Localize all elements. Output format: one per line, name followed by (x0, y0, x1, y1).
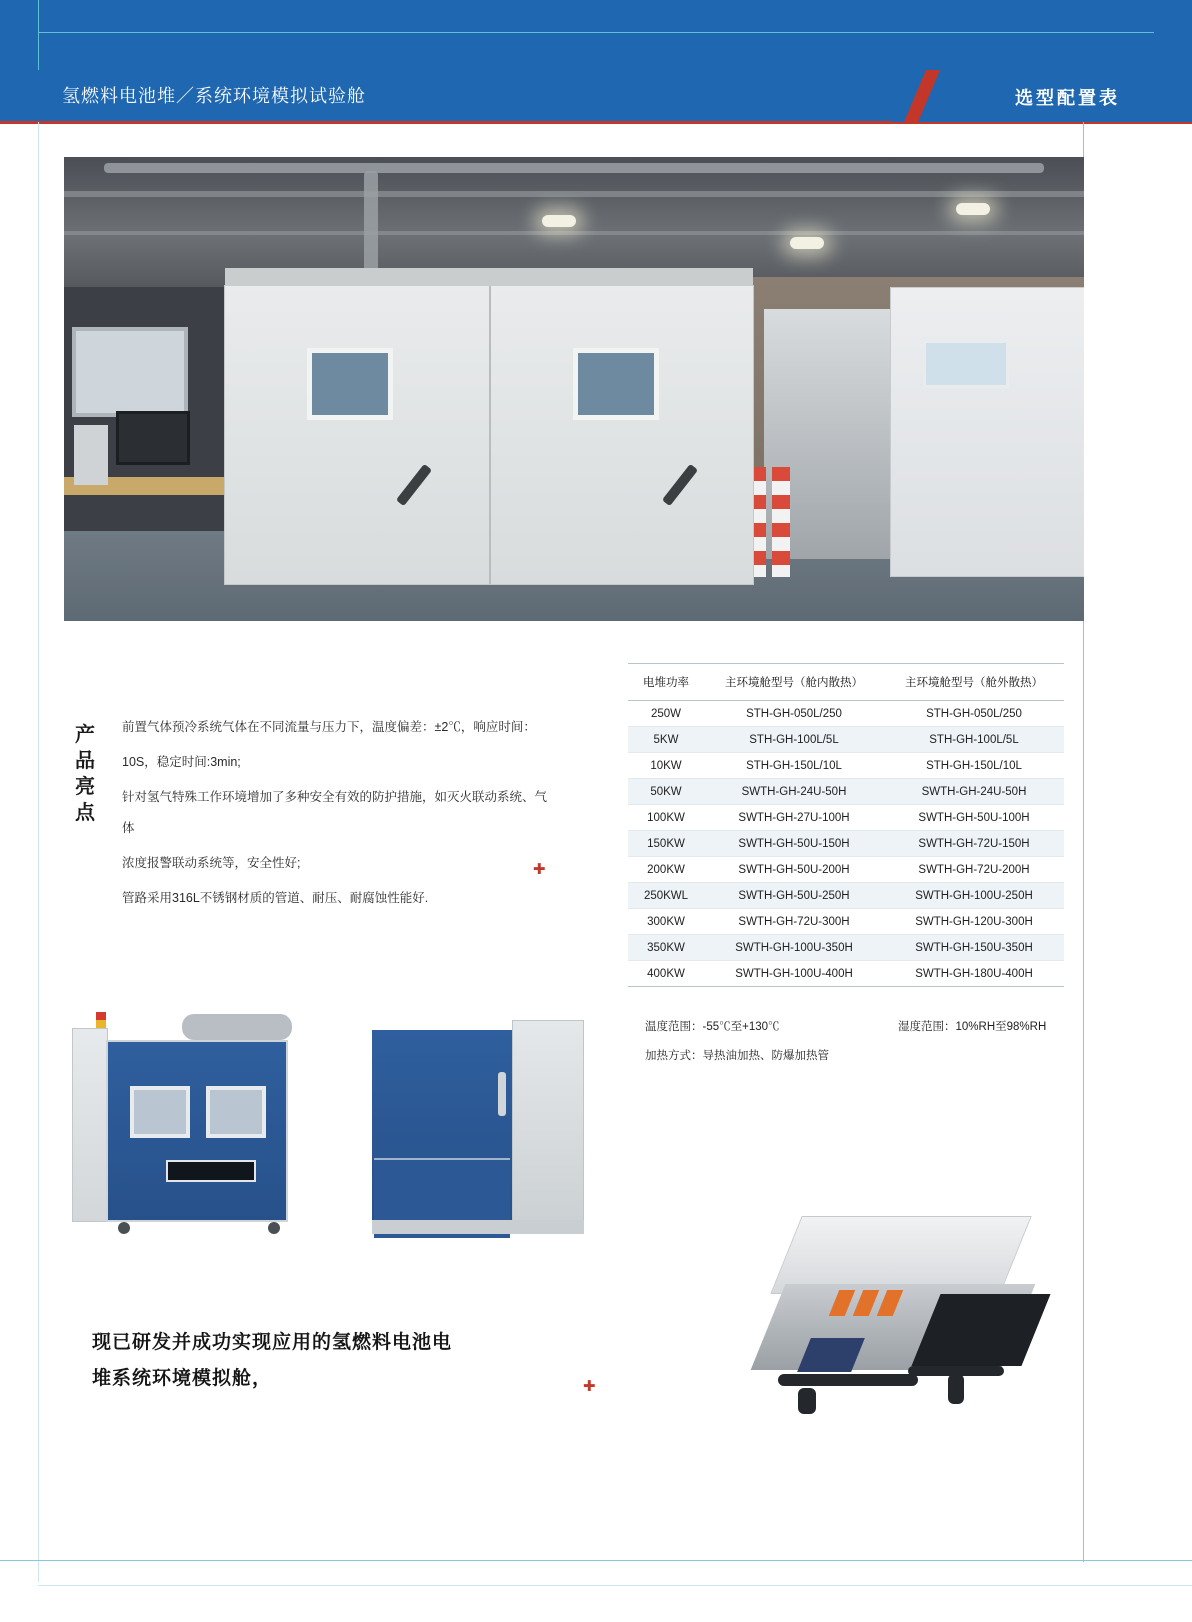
product-photo-fuel-cell-stack (738, 1198, 1068, 1438)
photo-chamber-window (573, 348, 659, 420)
photo-display-panel (166, 1160, 256, 1182)
cell-power: 400KW (628, 961, 704, 987)
table-header-row (628, 664, 1064, 701)
hero-photo-test-chamber (64, 157, 1084, 621)
photo-window (72, 327, 188, 417)
photo-main-chamber (224, 285, 754, 585)
table-header-cell: 主环境舱型号（舱外散热） (884, 664, 1064, 701)
cell-model-internal: SWTH-GH-24U-50H (704, 779, 884, 805)
cell-power: 150KW (628, 831, 704, 857)
photo-ceiling-lamp (542, 215, 576, 227)
table-row (628, 935, 1064, 961)
photo-ceiling-beam (64, 191, 1084, 197)
model-selection-table (628, 663, 1064, 987)
cell-model-external: SWTH-GH-50U-100H (884, 805, 1064, 831)
cell-model-internal: STH-GH-100L/5L (704, 727, 884, 753)
cell-power: 350KW (628, 935, 704, 961)
highlights-vertical-label: 产 品 亮 点 (75, 724, 95, 824)
photo-chamber-body (106, 1040, 288, 1222)
bottom-caption (92, 1325, 632, 1397)
cell-model-external: SWTH-GH-180U-400H (884, 961, 1064, 987)
table-row (628, 831, 1064, 857)
cell-model-internal: SWTH-GH-50U-150H (704, 831, 884, 857)
left-vertical-rule (38, 122, 39, 1582)
table-row (628, 961, 1064, 987)
photo-pipe (104, 163, 1044, 173)
table-row (628, 727, 1064, 753)
photo-door-handle (396, 464, 432, 506)
photo-hose (778, 1374, 918, 1386)
cell-power: 100KW (628, 805, 704, 831)
highlight-line: 浓度报警联动系统等，安全性好; (122, 856, 301, 870)
photo-chamber-top-rail (225, 268, 753, 286)
photo-stack-top-cover (770, 1216, 1032, 1294)
cell-power: 300KW (628, 909, 704, 935)
cell-power: 10KW (628, 753, 704, 779)
table-row (628, 701, 1064, 727)
note-heating-method: 加热方式：导热油加热、防爆加热管 (645, 1050, 829, 1062)
photo-hmi-screen (923, 340, 1009, 388)
cell-model-internal: SWTH-GH-100U-350H (704, 935, 884, 961)
note-humidity-range: 湿度范围：10%RH至98%RH (898, 1021, 1047, 1033)
table-row (628, 909, 1064, 935)
photo-monitor (116, 411, 190, 465)
highlight-line: 10S，稳定时间:3min; (122, 755, 241, 769)
photo-door-handle (498, 1072, 506, 1116)
photo-chamber-side-panel (512, 1020, 584, 1222)
bottom-horizontal-rule-2 (38, 1585, 1192, 1586)
cell-model-internal: STH-GH-050L/250 (704, 701, 884, 727)
photo-air-duct (182, 1014, 292, 1040)
table-row (628, 779, 1064, 805)
photo-control-panel (72, 1028, 108, 1222)
photo-caster-wheel (118, 1222, 130, 1234)
photo-chamber-door-split (489, 286, 491, 584)
cell-model-external: SWTH-GH-100U-250H (884, 883, 1064, 909)
cell-model-external: SWTH-GH-150U-350H (884, 935, 1064, 961)
highlight-line: 针对氢气特殊工作环境增加了多种安全有效的防护措施，如灭火联动系统、气体 (122, 790, 548, 835)
cell-model-internal: SWTH-GH-72U-300H (704, 909, 884, 935)
photo-ceiling-lamp (956, 203, 990, 215)
cell-model-internal: SWTH-GH-100U-400H (704, 961, 884, 987)
cell-power: 250W (628, 701, 704, 727)
cell-model-external: STH-GH-050L/250 (884, 701, 1064, 727)
plus-mark-icon: ✚ (583, 1378, 596, 1395)
cell-model-internal: SWTH-GH-50U-200H (704, 857, 884, 883)
photo-caster-wheel (268, 1222, 280, 1234)
photo-hose (798, 1388, 816, 1414)
table-row (628, 805, 1064, 831)
photo-chamber-cabinet (372, 1030, 512, 1222)
photo-chamber-window (130, 1086, 190, 1138)
cell-model-internal: SWTH-GH-27U-100H (704, 805, 884, 831)
cell-model-external: STH-GH-100L/5L (884, 727, 1064, 753)
photo-chamber-base (372, 1220, 584, 1234)
cell-model-internal: STH-GH-150L/10L (704, 753, 884, 779)
cell-power: 250KWL (628, 883, 704, 909)
note-temperature-range: 温度范围：-55℃至+130℃ (645, 1021, 780, 1033)
photo-chamber-window (307, 348, 393, 420)
band-hairline-horizontal (38, 32, 1154, 33)
product-photo-compact-chamber (372, 1012, 592, 1234)
photo-computer (74, 425, 108, 485)
section-chip-label: 选型配置表 (1015, 88, 1120, 108)
highlight-line: 前置气体预冷系统气体在不同流量与压力下，温度偏差：±2℃，响应时间： (122, 720, 536, 734)
table-row (628, 883, 1064, 909)
caption-line-1: 现已研发并成功实现应用的氢燃料电池电 (92, 1332, 453, 1353)
plus-mark-icon: ✚ (533, 861, 546, 878)
caption-line-2: 堆系统环境模拟舱， (92, 1368, 273, 1389)
cell-model-external: SWTH-GH-24U-50H (884, 779, 1064, 805)
table-row (628, 857, 1064, 883)
product-photo-chamber-with-control-panel (72, 1012, 302, 1234)
cell-model-external: STH-GH-150L/10L (884, 753, 1064, 779)
highlights-body (122, 712, 552, 918)
cell-model-external: SWTH-GH-120U-300H (884, 909, 1064, 935)
table-row (628, 753, 1064, 779)
cell-power: 5KW (628, 727, 704, 753)
photo-barrier-stripe (772, 467, 790, 577)
page-title: 氢燃料电池堆／系统环境模拟试验舱 (62, 86, 366, 106)
bottom-horizontal-rule (0, 1560, 1192, 1561)
cell-model-external: SWTH-GH-72U-200H (884, 857, 1064, 883)
highlight-line: 管路采用316L不锈钢材质的管道、耐压、耐腐蚀性能好. (122, 891, 429, 905)
cell-power: 200KW (628, 857, 704, 883)
photo-ceiling-beam (64, 231, 1084, 235)
band-hairline-vertical (38, 0, 39, 70)
cell-power: 50KW (628, 779, 704, 805)
cell-model-external: SWTH-GH-72U-150H (884, 831, 1064, 857)
top-blue-band (0, 0, 1192, 70)
table-header-cell: 主环境舱型号（舱内散热） (704, 664, 884, 701)
photo-control-cabinet (890, 287, 1084, 577)
table-header-cell: 电堆功率 (628, 664, 704, 701)
photo-hose (948, 1374, 964, 1404)
photo-door-handle (662, 464, 698, 506)
photo-pipe (364, 171, 378, 281)
cell-model-internal: SWTH-GH-50U-250H (704, 883, 884, 909)
photo-ceiling-lamp (790, 237, 824, 249)
photo-chamber-window (206, 1086, 266, 1138)
